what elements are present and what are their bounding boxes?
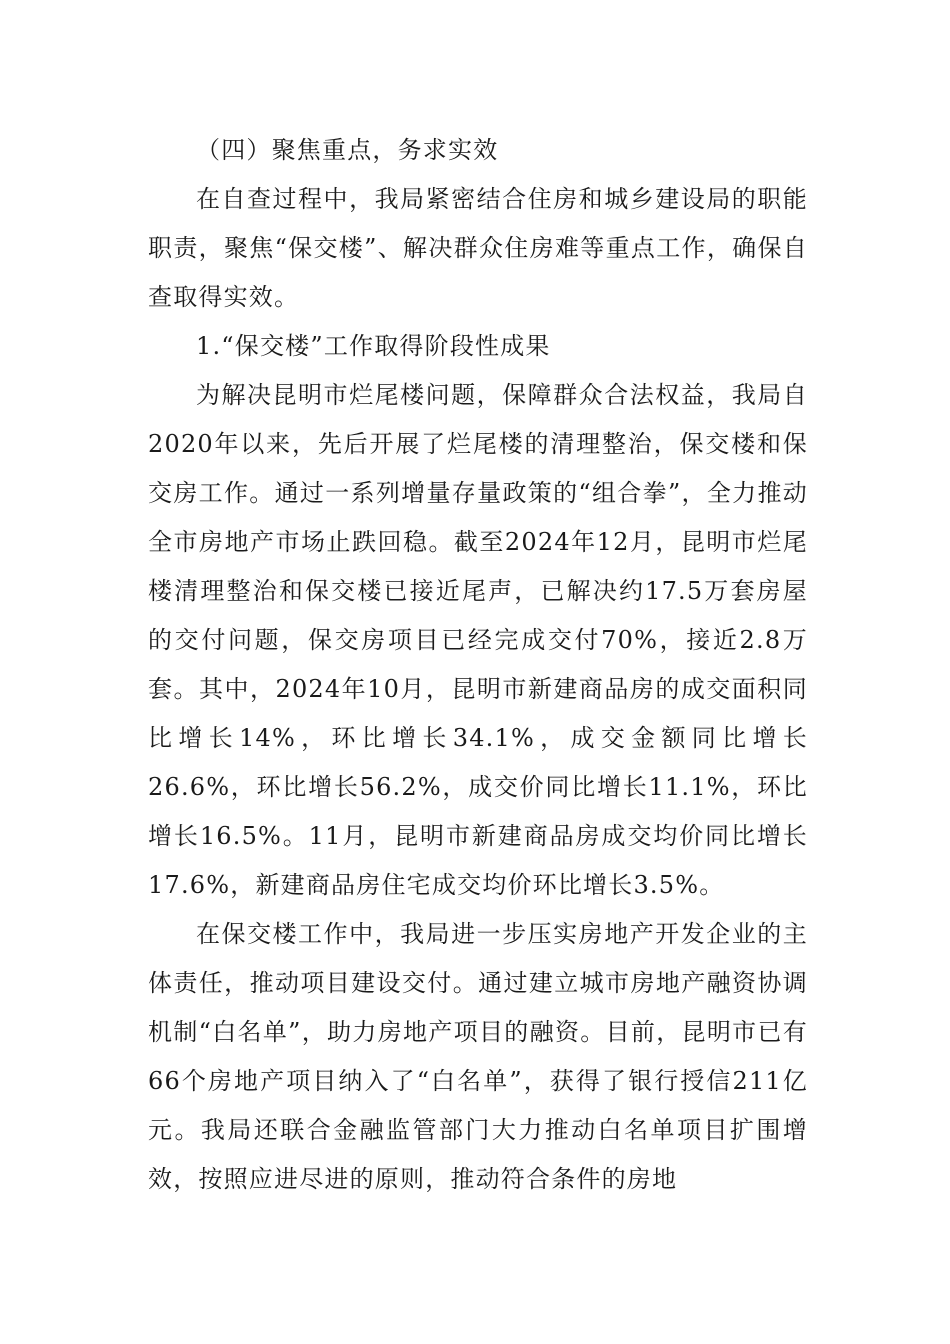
subsection-heading: 1.“保交楼”工作取得阶段性成果 xyxy=(196,332,551,360)
body-paragraph-2: 在保交楼工作中，我局进一步压实房地产开发企业的主体责任，推动项目建设交付。通过建立城市房地产融资协调机制“白名单”，助力房地产项目的融资。目前，昆明市已有66个房地产项目纳入了“白名单”，获得了银行授信211亿元。我局还联合金融监管部门大力推动白名单项目扩围增效，按照应进尽进的原则，推动符合条件的房地 xyxy=(148,920,808,1193)
document-body xyxy=(148,126,808,1204)
intro-paragraph: 在自查过程中，我局紧密结合住房和城乡建设局的职能职责，聚焦“保交楼”、解决群众住房难等重点工作，确保自查取得实效。 xyxy=(148,185,808,311)
body-paragraph-1: 为解决昆明市烂尾楼问题，保障群众合法权益，我局自2020年以来，先后开展了烂尾楼的清理整治，保交楼和保交房工作。通过一系列增量存量政策的“组合拳”，全力推动全市房地产市场止跌回稳。截至2024年12月，昆明市烂尾楼清理整治和保交楼已接近尾声，已解决约17.5万套房屋的交付问题，保交房项目已经完成交付70%，接近2.8万套。其中，2024年10月，昆明市新建商品房的成交面积同比增长14%，环比增长34.1%，成交金额同比增长26.6%，环比增长56.2%，成交价同比增长11.1%，环比增长16.5%。11月，昆明市新建商品房成交均价同比增长17.6%，新建商品房住宅成交均价环比增长3.5%。 xyxy=(148,381,808,899)
section-heading: （四）聚焦重点，务求实效 xyxy=(196,136,499,164)
